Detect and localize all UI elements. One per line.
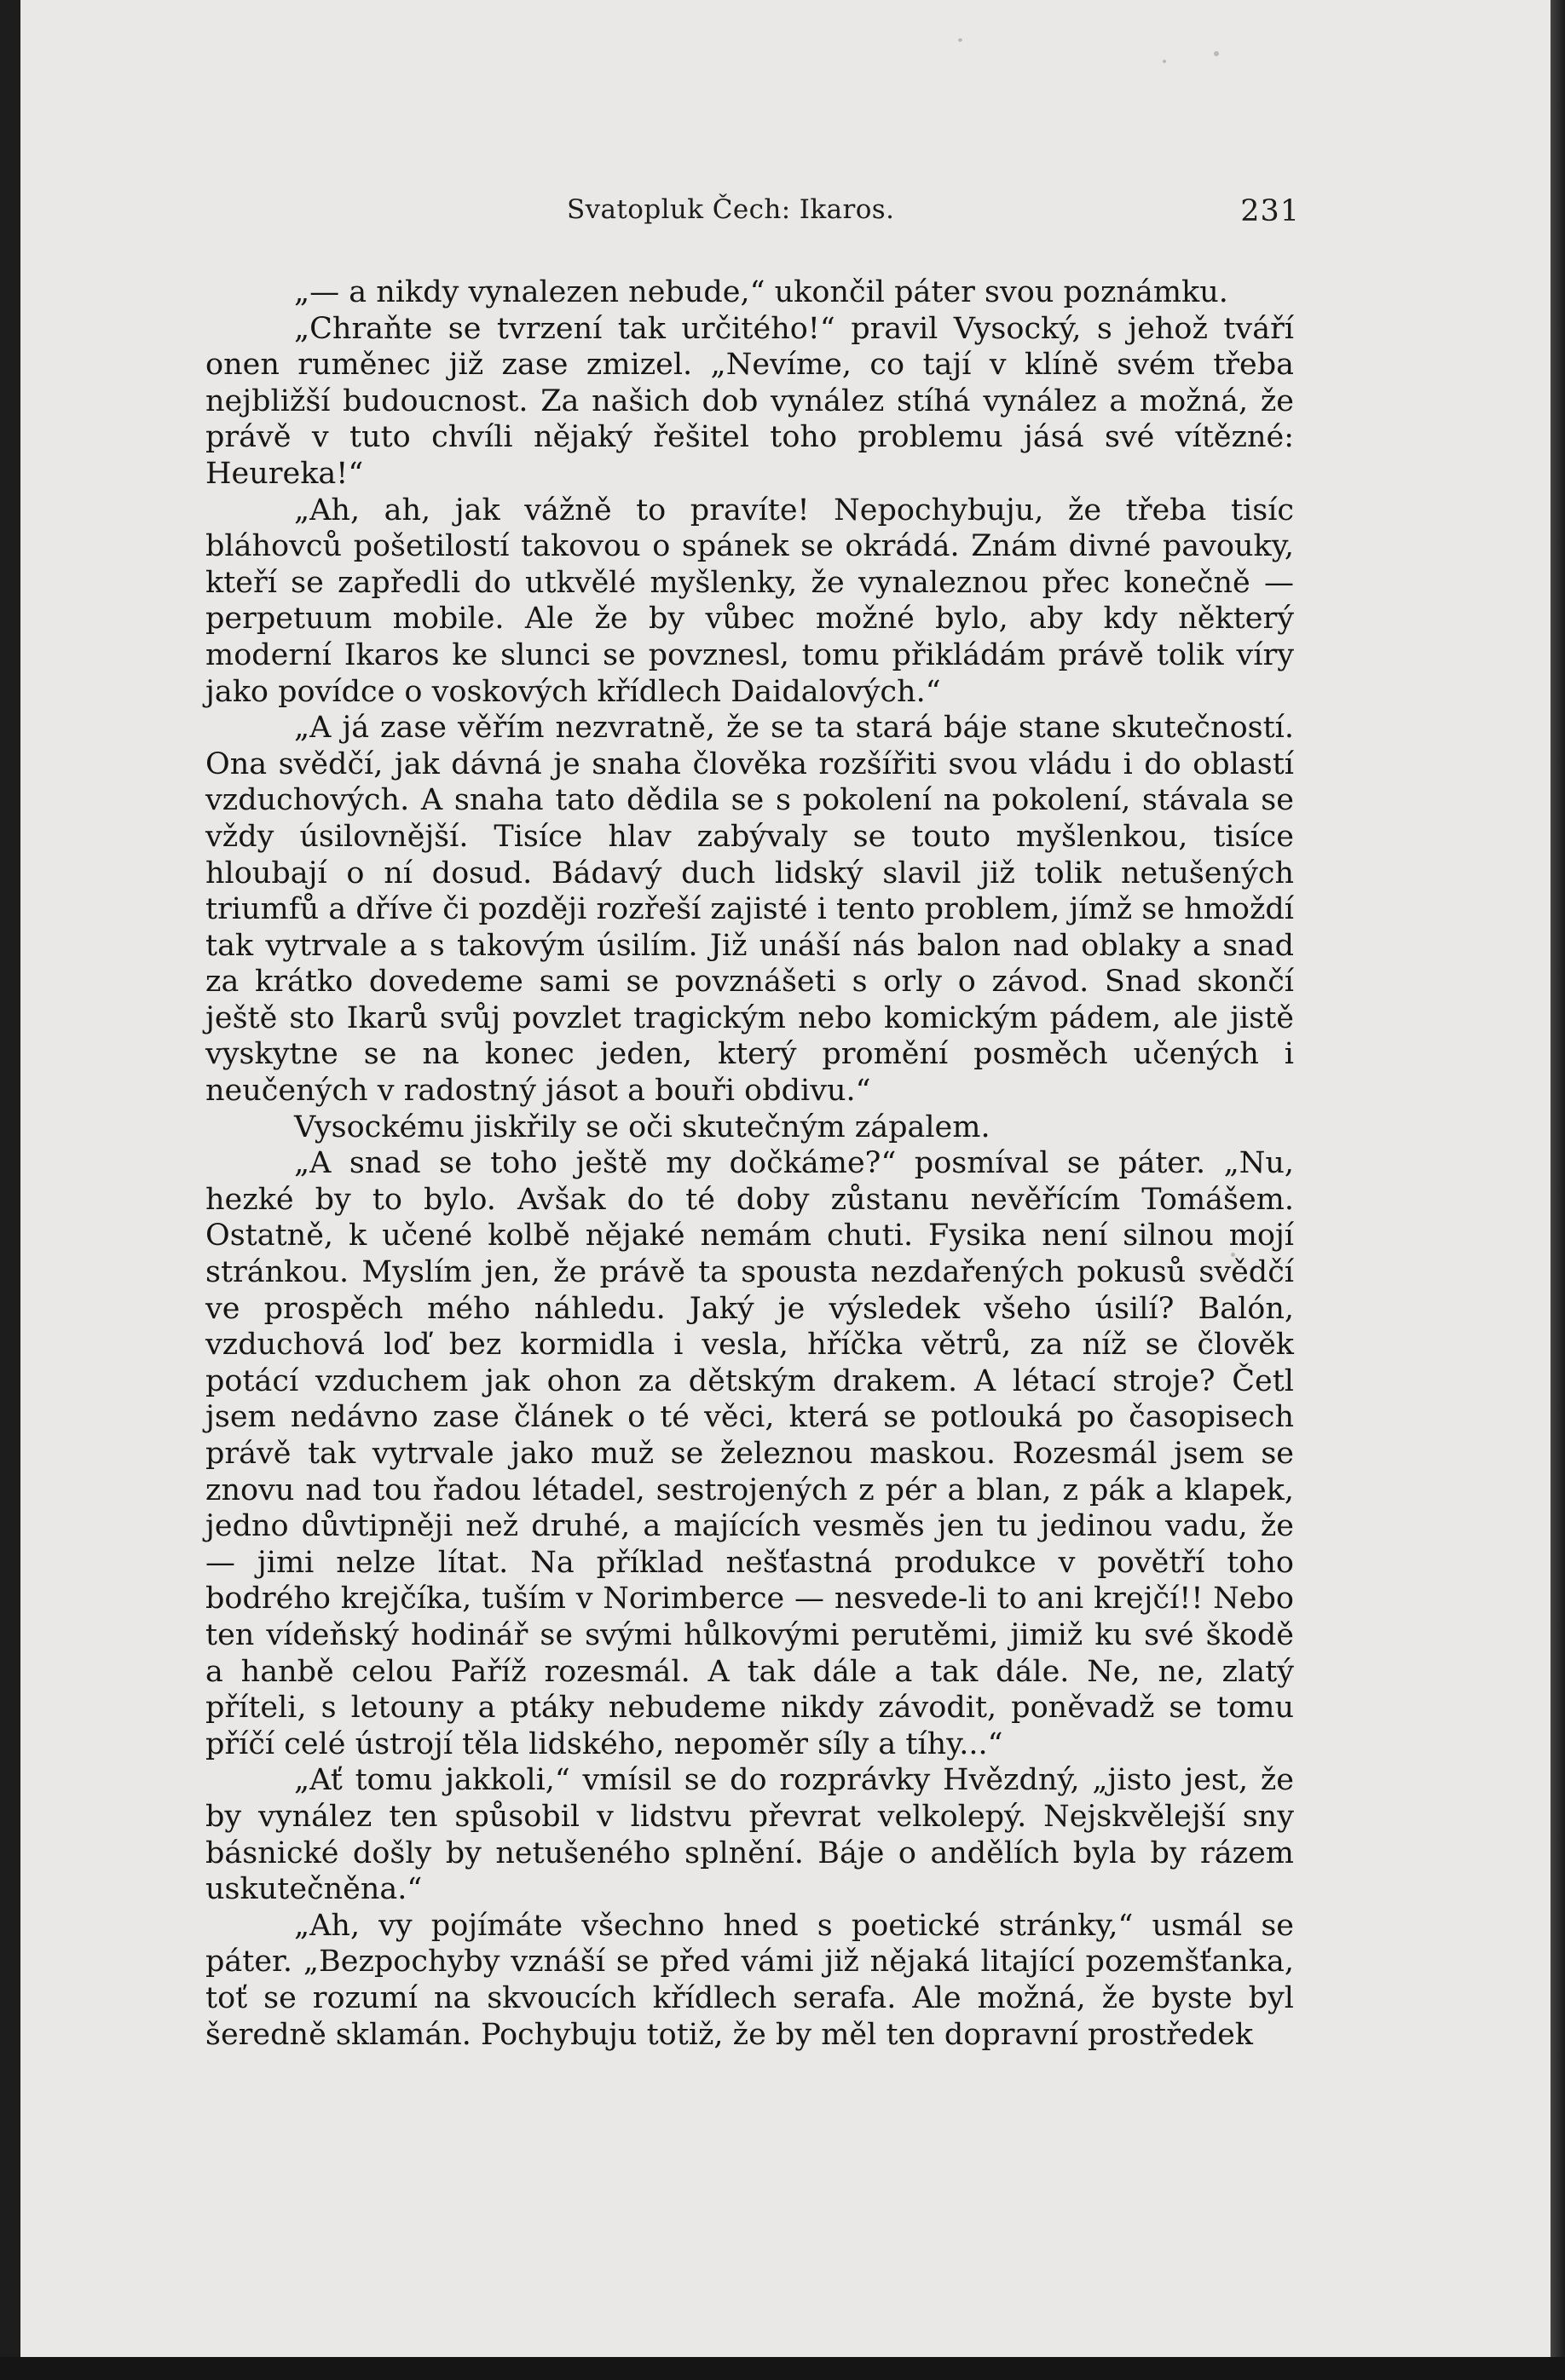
paragraph: Vysockému jiskřily se oči skutečným zápalem. [294,1109,990,1144]
body-text [205,274,1294,2053]
paragraph: „Chraňte se tvrzení tak určitého!“ pravil Vysocký, s jehož tváří onen ruměnec již zase zmizel. „Nevíme, co tají v klíně svém třeba nejbližší budoucnost. Za našich dob vynález stíhá vynález a možná, že právě v tuto chvíli nějaký řešitel toho problemu jásá své vítězné: Heureka!“ [205,311,1294,491]
page-number: 231 [1240,194,1300,228]
paragraph: „A já zase věřím nezvratně, že se ta stará báje stane skutečností. Ona svědčí, jak dávná je snaha člověka rozšířiti svou vládu i do oblastí vzduchových. A snaha tato dědila se s pokolení na pokolení, stávala se vždy úsilovnější. Tisíce hlav zabývaly se touto myšlenkou, tisíce hloubají o ní dosud. Bádavý duch lidský slavil již tolik netušených triumfů a dříve či později rozřeší zajisté i tento problem, jímž se hmoždí tak vytrvale a s takovým úsilím. Již unáší nás balon nad oblaky a snad za krátko dovedeme sami se povznášeti s orly o závod. Snad skončí ještě sto Ikarů svůj povzlet tragickým nebo komickým pádem, ale jistě vyskytne se na konec jeden, který promění posměch učených i neučených v radostný jásot a bouři obdivu.“ [205,711,1294,1109]
paragraph: „Ať tomu jakkoli,“ vmísil se do rozprávky Hvězdný, „jisto jest, že by vynález ten spůsobil v lidstvu převrat velkolepý. Nejskvělejší sny básnické došly by netušeného splnění. Báje o andělích byla by rázem uskutečněna.“ [205,1763,1294,1907]
paragraph: „— a nikdy vynalezen nebude,“ ukončil páter svou poznámku. [294,275,1228,309]
paragraph: „Ah, ah, jak vážně to pravíte! Nepochybuju, že třeba tisíc bláhovců pošetilostí takovou o spánek se okrádá. Znám divné pavouky, kteří se zapředli do utkvělé myšlenky, že vynaleznou přec konečně — perpetuum mobile. Ale že by vůbec možné bylo, aby kdy některý moderní Ikaros ke slunci se povznesl, tomu přikládám právě tolik víry jako povídce o voskových křídlech Daidalových.“ [205,493,1294,709]
running-header [567,194,1300,237]
print-speck [1214,51,1219,56]
paragraph: „Ah, vy pojímáte všechno hned s poetické stránky,“ usmál se páter. „Bezpochyby vznáší se před vámi již nějaká litající pozemšťanka, toť se rozumí na skvoucích křídlech serafa. Ale možná, že byste byl šeredně sklamán. Pochybuju totiž, že by měl ten dopravní prostředek [205,1908,1294,2052]
paragraph: „A snad se toho ještě my dočkáme?“ posmíval se páter. „Nu, hezké by to bylo. Avšak do té doby zůstanu nevěřícím Tomášem. Ostatně, k učené kolbě nějaké nemám chuti. Fysika není silnou mojí stránkou. Myslím jen, že právě ta spousta nezdařených pokusů svědčí ve prospěch mého náhledu. Jaký je výsledek všeho úsilí? Balón, vzduchová loď bez kormidla i vesla, hříčka větrů, za níž se člověk potácí vzduchem jak ohon za dětským drakem. A létací stroje? Četl jsem nedávno zase článek o té věci, která se potlouká po časopisech právě tak vytrvale jako muž se železnou maskou. Rozesmál jsem se znovu nad tou řadou létadel, sestrojených z pér a blan, z pák a klapek, jedno důvtipněji než druhé, a majících vesměs jen tu jedinou vadu, že — jimi nelze lítat. Na příklad nešťastná produkce v povětří toho bodrého krejčíka, tuším v Norimberce — nesvede-li to ani krejčí!! Nebo ten vídeňský hodinář se svými hůlkovými perutěmi, jimiž ku své škodě a hanbě celou Paříž rozesmál. A tak dále a tak dále. Ne, ne, zlatý příteli, s letouny a ptáky nebudeme nikdy závodit, poněvadž se tomu příčí celé ústrojí těla lidského, nepoměr síly a tíhy...“ [205,1146,1294,1761]
print-speck [1163,60,1166,63]
print-speck [958,38,962,42]
scan-left-edge [0,0,20,2380]
running-title: Svatopluk Čech: Ikaros. [567,194,895,225]
scan-bottom-edge [0,2357,1565,2380]
